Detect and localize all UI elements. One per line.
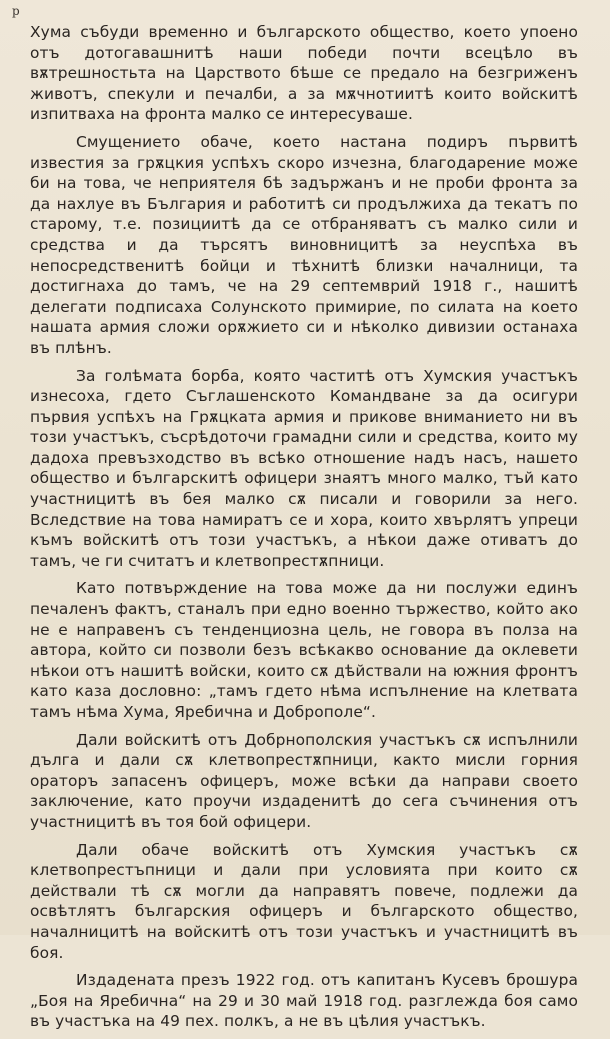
page-corner-mark: p (12, 4, 20, 18)
paragraph-6: Дали обаче войскитѣ отъ Хумския участъкъ сѫ клетвопрестъпници и дали при условията при които сѫ действали тѣ сѫ могли да направятъ повече, подлежи да освѣтлятъ българския офицеръ и българското общество, началницитѣ на войскитѣ отъ този участъкъ и участницитѣ въ боя. (30, 840, 578, 962)
body-text (30, 22, 578, 1039)
paragraph-1: Хума събуди временно и българското общество, което упоено отъ дотогавашнитѣ наши победи почти всецѣло въ вѫтрешностьта на Царството бѣше се предало на безгриженъ животъ, спекули и печалби, а за мѫчнотиитѣ които войскитѣ изпитваха на фронта малко се интересуваше. (30, 23, 578, 124)
paragraph-3: За голѣмата борба, която частитѣ отъ Хумския участъкъ изнесоха, гдето Съглашенското Командване за да осигури първия успѣхъ на Грѫцката армия и прикове вниманието ни въ този участъкъ, съсрѣдоточи грамадни сили и средства, които му дадоха превъзходство въ всѣко отношение надъ насъ, нашето общество и българскитѣ офицери знаятъ много малко, тъй като участницитѣ въ бея малко сѫ писали и говорили за него. Вследствие на това намиратъ се и хора, които хвърлятъ упреци къмъ войскитѣ отъ този участъкъ, а нѣкои даже отиватъ до тамъ, че ги считатъ и клетвопрестѫпници. (30, 366, 578, 570)
paragraph-7: Издадената презъ 1922 год. отъ капитанъ Кусевъ брошура „Боя на Яребична“ на 29 и 30 май 1918 год. разглежда боя само въ участъка на 49 пех. полкъ, а не въ цѣлия участъкъ. (30, 971, 578, 1031)
paragraph-2: Смущението обаче, което настана подиръ първитѣ известия за грѫцкия успѣхъ скоро изчезна, благодарение може би на това, че неприятеля бѣ задържанъ и не проби фронта за да нахлуе въ България и работитѣ си продължиха да текатъ по старому, т.е. позициитѣ да се отбраняватъ съ малко сили и средства и да търсятъ виновницитѣ за неуспѣха въ непосредственитѣ бойци и тѣхнитѣ близки началници, та достигнаха до тамъ, че на 29 септемврий 1918 г., нашитѣ делегати подписаха Солунското примирие, по силата на което нашата армия сложи орѫжието си и нѣколко дивизии останаха въ плѣнъ. (30, 132, 578, 357)
paragraph-4: Като потвърждение на това може да ни послужи единъ печаленъ фактъ, станалъ при едно военно тържество, който ако не е направенъ съ тенденциозна цель, не говора въ полза на автора, който си позволи безъ всѣкакво основание да оклевети нѣкои отъ нашитѣ войски, които сѫ дѣйствали на южния фронтъ като каза дословно: „тамъ гдето нѣма испълнение на клетвата тамъ нѣма Хума, Яребична и Доброполе“. (30, 579, 578, 721)
paragraph-5: Дали войскитѣ отъ Добрнополския участъкъ сѫ испълнили дълга и дали сѫ клетвопрестѫпници, както мисли горния ораторъ запасенъ офицеръ, може всѣки да направи своето заключение, като проучи издаденитѣ до сега съчинения отъ участницитѣ въ тоя бой офицери. (30, 730, 578, 831)
